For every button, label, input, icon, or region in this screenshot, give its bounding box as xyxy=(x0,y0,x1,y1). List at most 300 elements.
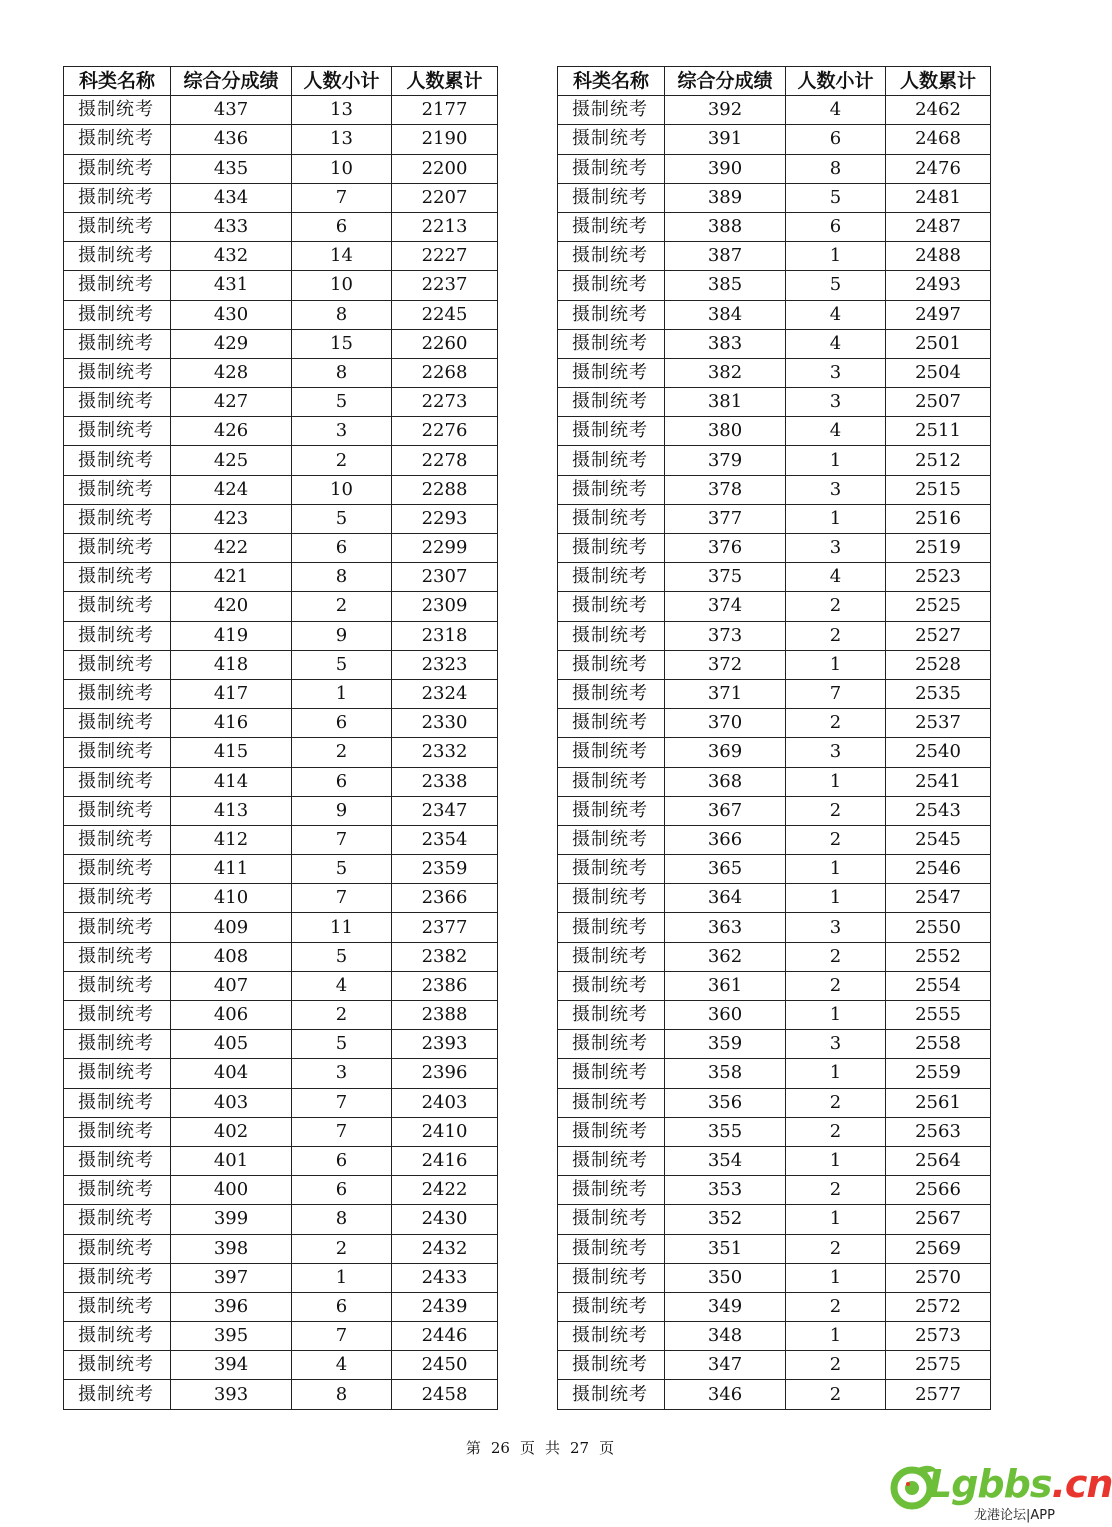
cell-cumulative: 2570 xyxy=(886,1263,991,1292)
cell-count: 1 xyxy=(786,1059,886,1088)
cell-score: 370 xyxy=(665,709,786,738)
cell-subject: 摄制统考 xyxy=(558,942,665,971)
cell-cumulative: 2430 xyxy=(392,1205,498,1234)
cell-count: 8 xyxy=(292,1380,392,1409)
cell-count: 1 xyxy=(786,242,886,271)
table-row xyxy=(558,504,991,533)
cell-subject: 摄制统考 xyxy=(558,388,665,417)
cell-subject: 摄制统考 xyxy=(558,767,665,796)
cell-subject: 摄制统考 xyxy=(64,96,171,125)
cell-count: 2 xyxy=(786,1292,886,1321)
cell-subject: 摄制统考 xyxy=(64,1263,171,1292)
cell-cumulative: 2439 xyxy=(392,1292,498,1321)
cell-count: 14 xyxy=(292,242,392,271)
cell-score: 435 xyxy=(171,154,292,183)
table-row xyxy=(64,1001,498,1030)
cell-subject: 摄制统考 xyxy=(558,329,665,358)
cell-count: 1 xyxy=(292,1263,392,1292)
cell-subject: 摄制统考 xyxy=(558,1059,665,1088)
cell-count: 5 xyxy=(292,1030,392,1059)
cell-cumulative: 2552 xyxy=(886,942,991,971)
table-row xyxy=(558,679,991,708)
cell-cumulative: 2307 xyxy=(392,563,498,592)
cell-count: 3 xyxy=(786,1030,886,1059)
table-row xyxy=(558,884,991,913)
cell-cumulative: 2547 xyxy=(886,884,991,913)
cell-cumulative: 2318 xyxy=(392,621,498,650)
cell-score: 423 xyxy=(171,504,292,533)
cell-count: 2 xyxy=(786,621,886,650)
cell-score: 356 xyxy=(665,1088,786,1117)
table-row xyxy=(558,1351,991,1380)
cell-subject: 摄制统考 xyxy=(64,884,171,913)
cell-subject: 摄制统考 xyxy=(64,738,171,767)
table-row xyxy=(64,417,498,446)
cell-count: 2 xyxy=(786,709,886,738)
cell-count: 2 xyxy=(786,1351,886,1380)
cell-cumulative: 2555 xyxy=(886,1001,991,1030)
table-row xyxy=(558,300,991,329)
table-row xyxy=(64,913,498,942)
cell-subject: 摄制统考 xyxy=(64,475,171,504)
cell-count: 1 xyxy=(786,650,886,679)
cell-cumulative: 2330 xyxy=(392,709,498,738)
cell-subject: 摄制统考 xyxy=(558,1380,665,1409)
header-subject: 科类名称 xyxy=(558,67,665,96)
cell-score: 422 xyxy=(171,534,292,563)
cell-score: 364 xyxy=(665,884,786,913)
footer-mid1: 页 xyxy=(519,1439,535,1457)
cell-cumulative: 2462 xyxy=(886,96,991,125)
cell-subject: 摄制统考 xyxy=(64,300,171,329)
cell-subject: 摄制统考 xyxy=(558,738,665,767)
table-row xyxy=(558,271,991,300)
cell-subject: 摄制统考 xyxy=(558,679,665,708)
cell-cumulative: 2572 xyxy=(886,1292,991,1321)
table-row xyxy=(558,855,991,884)
table-row xyxy=(558,125,991,154)
table-row xyxy=(558,1292,991,1321)
cell-subject: 摄制统考 xyxy=(64,329,171,358)
logo-brand xyxy=(928,1462,1112,1506)
table-row xyxy=(64,183,498,212)
cell-cumulative: 2575 xyxy=(886,1351,991,1380)
cell-count: 2 xyxy=(292,446,392,475)
cell-cumulative: 2545 xyxy=(886,825,991,854)
cell-subject: 摄制统考 xyxy=(558,1205,665,1234)
cell-cumulative: 2324 xyxy=(392,679,498,708)
cell-cumulative: 2458 xyxy=(392,1380,498,1409)
cell-cumulative: 2511 xyxy=(886,417,991,446)
table-row xyxy=(558,767,991,796)
table-row xyxy=(64,1117,498,1146)
cell-subject: 摄制统考 xyxy=(64,942,171,971)
cell-cumulative: 2507 xyxy=(886,388,991,417)
table-row xyxy=(558,621,991,650)
cell-score: 390 xyxy=(665,154,786,183)
cell-subject: 摄制统考 xyxy=(558,504,665,533)
cell-score: 377 xyxy=(665,504,786,533)
cell-cumulative: 2433 xyxy=(392,1263,498,1292)
cell-count: 5 xyxy=(292,388,392,417)
cell-score: 372 xyxy=(665,650,786,679)
cell-cumulative: 2377 xyxy=(392,913,498,942)
logo-tagline: 龙港论坛|APP xyxy=(974,1508,1055,1523)
table-row xyxy=(64,125,498,154)
cell-cumulative: 2260 xyxy=(392,329,498,358)
table-row xyxy=(558,1176,991,1205)
table-row xyxy=(64,825,498,854)
cell-subject: 摄制统考 xyxy=(558,1292,665,1321)
cell-subject: 摄制统考 xyxy=(558,271,665,300)
table-row xyxy=(558,913,991,942)
cell-score: 434 xyxy=(171,183,292,212)
cell-score: 392 xyxy=(665,96,786,125)
cell-count: 1 xyxy=(292,679,392,708)
table-row xyxy=(64,1059,498,1088)
cell-score: 368 xyxy=(665,767,786,796)
cell-count: 8 xyxy=(292,1205,392,1234)
cell-cumulative: 2237 xyxy=(392,271,498,300)
table-row xyxy=(558,446,991,475)
cell-score: 367 xyxy=(665,796,786,825)
cell-count: 5 xyxy=(292,942,392,971)
cell-subject: 摄制统考 xyxy=(64,183,171,212)
cell-cumulative: 2288 xyxy=(392,475,498,504)
cell-score: 347 xyxy=(665,1351,786,1380)
cell-cumulative: 2504 xyxy=(886,358,991,387)
cell-cumulative: 2245 xyxy=(392,300,498,329)
footer-total-pages: 27 xyxy=(570,1439,590,1457)
table-row xyxy=(558,534,991,563)
cell-score: 418 xyxy=(171,650,292,679)
cell-count: 2 xyxy=(786,1380,886,1409)
table-header-row xyxy=(64,67,498,96)
cell-subject: 摄制统考 xyxy=(558,1146,665,1175)
cell-count: 3 xyxy=(786,475,886,504)
table-row xyxy=(64,504,498,533)
cell-subject: 摄制统考 xyxy=(558,592,665,621)
cell-count: 7 xyxy=(786,679,886,708)
cell-score: 411 xyxy=(171,855,292,884)
header-cumulative: 人数累计 xyxy=(392,67,498,96)
score-table-right xyxy=(557,66,991,1410)
header-count: 人数小计 xyxy=(786,67,886,96)
cell-score: 428 xyxy=(171,358,292,387)
cell-cumulative: 2338 xyxy=(392,767,498,796)
cell-score: 358 xyxy=(665,1059,786,1088)
cell-subject: 摄制统考 xyxy=(558,1322,665,1351)
cell-subject: 摄制统考 xyxy=(558,154,665,183)
cell-cumulative: 2177 xyxy=(392,96,498,125)
cell-count: 1 xyxy=(786,1001,886,1030)
cell-count: 6 xyxy=(292,1146,392,1175)
cell-cumulative: 2276 xyxy=(392,417,498,446)
table-row xyxy=(558,1146,991,1175)
cell-subject: 摄制统考 xyxy=(64,650,171,679)
cell-score: 350 xyxy=(665,1263,786,1292)
cell-cumulative: 2525 xyxy=(886,592,991,621)
cell-cumulative: 2393 xyxy=(392,1030,498,1059)
cell-subject: 摄制统考 xyxy=(558,212,665,241)
cell-score: 419 xyxy=(171,621,292,650)
table-row xyxy=(64,1234,498,1263)
cell-subject: 摄制统考 xyxy=(558,1117,665,1146)
table-row xyxy=(64,884,498,913)
cell-cumulative: 2396 xyxy=(392,1059,498,1088)
table-row xyxy=(64,592,498,621)
cell-count: 7 xyxy=(292,825,392,854)
footer-prefix: 第 xyxy=(465,1439,481,1457)
cell-score: 407 xyxy=(171,971,292,1000)
table-row xyxy=(64,738,498,767)
cell-score: 437 xyxy=(171,96,292,125)
cell-cumulative: 2488 xyxy=(886,242,991,271)
cell-cumulative: 2190 xyxy=(392,125,498,154)
cell-count: 10 xyxy=(292,475,392,504)
table-row xyxy=(64,563,498,592)
cell-cumulative: 2359 xyxy=(392,855,498,884)
cell-subject: 摄制统考 xyxy=(64,1117,171,1146)
cell-score: 373 xyxy=(665,621,786,650)
cell-subject: 摄制统考 xyxy=(64,1176,171,1205)
cell-score: 426 xyxy=(171,417,292,446)
cell-count: 3 xyxy=(292,1059,392,1088)
cell-count: 2 xyxy=(292,592,392,621)
cell-subject: 摄制统考 xyxy=(64,1205,171,1234)
cell-score: 410 xyxy=(171,884,292,913)
table-row xyxy=(64,1292,498,1321)
cell-subject: 摄制统考 xyxy=(558,884,665,913)
table-row xyxy=(64,942,498,971)
cell-subject: 摄制统考 xyxy=(558,1351,665,1380)
cell-score: 389 xyxy=(665,183,786,212)
cell-subject: 摄制统考 xyxy=(558,796,665,825)
table-row xyxy=(64,154,498,183)
cell-cumulative: 2422 xyxy=(392,1176,498,1205)
table-row xyxy=(64,534,498,563)
cell-count: 1 xyxy=(786,1322,886,1351)
table-row xyxy=(64,1176,498,1205)
cell-subject: 摄制统考 xyxy=(558,1001,665,1030)
table-row xyxy=(64,96,498,125)
cell-score: 403 xyxy=(171,1088,292,1117)
cell-subject: 摄制统考 xyxy=(64,446,171,475)
cell-subject: 摄制统考 xyxy=(64,1146,171,1175)
cell-subject: 摄制统考 xyxy=(558,650,665,679)
cell-count: 2 xyxy=(292,738,392,767)
cell-count: 2 xyxy=(786,796,886,825)
table-row xyxy=(64,855,498,884)
footer-suffix: 页 xyxy=(599,1439,615,1457)
cell-score: 408 xyxy=(171,942,292,971)
table-row xyxy=(558,417,991,446)
cell-score: 414 xyxy=(171,767,292,796)
table-row xyxy=(558,388,991,417)
cell-cumulative: 2535 xyxy=(886,679,991,708)
cell-cumulative: 2523 xyxy=(886,563,991,592)
table-row xyxy=(558,183,991,212)
cell-subject: 摄制统考 xyxy=(64,679,171,708)
cell-score: 387 xyxy=(665,242,786,271)
cell-score: 355 xyxy=(665,1117,786,1146)
cell-cumulative: 2577 xyxy=(886,1380,991,1409)
cell-subject: 摄制统考 xyxy=(558,1176,665,1205)
cell-subject: 摄制统考 xyxy=(64,534,171,563)
cell-score: 375 xyxy=(665,563,786,592)
table-row xyxy=(558,475,991,504)
cell-count: 1 xyxy=(786,504,886,533)
cell-subject: 摄制统考 xyxy=(64,1322,171,1351)
cell-subject: 摄制统考 xyxy=(64,242,171,271)
cell-cumulative: 2273 xyxy=(392,388,498,417)
cell-score: 380 xyxy=(665,417,786,446)
cell-cumulative: 2540 xyxy=(886,738,991,767)
cell-count: 2 xyxy=(786,1234,886,1263)
cell-subject: 摄制统考 xyxy=(558,358,665,387)
cell-cumulative: 2550 xyxy=(886,913,991,942)
cell-cumulative: 2323 xyxy=(392,650,498,679)
cell-count: 8 xyxy=(292,300,392,329)
table-row xyxy=(558,971,991,1000)
cell-score: 421 xyxy=(171,563,292,592)
cell-subject: 摄制统考 xyxy=(64,709,171,738)
cell-score: 383 xyxy=(665,329,786,358)
table-row xyxy=(64,1146,498,1175)
cell-cumulative: 2487 xyxy=(886,212,991,241)
cell-count: 7 xyxy=(292,884,392,913)
cell-subject: 摄制统考 xyxy=(558,825,665,854)
cell-subject: 摄制统考 xyxy=(64,913,171,942)
header-score: 综合分成绩 xyxy=(665,67,786,96)
table-row xyxy=(64,796,498,825)
cell-count: 3 xyxy=(786,913,886,942)
cell-count: 6 xyxy=(786,212,886,241)
cell-count: 2 xyxy=(292,1234,392,1263)
cell-score: 427 xyxy=(171,388,292,417)
cell-score: 395 xyxy=(171,1322,292,1351)
table-row xyxy=(558,96,991,125)
cell-score: 382 xyxy=(665,358,786,387)
cell-subject: 摄制统考 xyxy=(64,825,171,854)
cell-cumulative: 2476 xyxy=(886,154,991,183)
cell-cumulative: 2481 xyxy=(886,183,991,212)
cell-score: 405 xyxy=(171,1030,292,1059)
cell-count: 7 xyxy=(292,1322,392,1351)
table-row xyxy=(64,1351,498,1380)
cell-count: 4 xyxy=(786,300,886,329)
cell-score: 415 xyxy=(171,738,292,767)
score-table-left xyxy=(63,66,498,1410)
cell-score: 406 xyxy=(171,1001,292,1030)
cell-cumulative: 2559 xyxy=(886,1059,991,1088)
cell-cumulative: 2546 xyxy=(886,855,991,884)
cell-subject: 摄制统考 xyxy=(64,1088,171,1117)
header-subject: 科类名称 xyxy=(64,67,171,96)
cell-cumulative: 2309 xyxy=(392,592,498,621)
table-row xyxy=(558,796,991,825)
cell-count: 8 xyxy=(292,563,392,592)
table-row xyxy=(64,446,498,475)
cell-count: 10 xyxy=(292,154,392,183)
cell-cumulative: 2569 xyxy=(886,1234,991,1263)
cell-count: 8 xyxy=(292,358,392,387)
cell-subject: 摄制统考 xyxy=(64,1059,171,1088)
header-cumulative: 人数累计 xyxy=(886,67,991,96)
cell-count: 4 xyxy=(292,1351,392,1380)
cell-cumulative: 2403 xyxy=(392,1088,498,1117)
cell-subject: 摄制统考 xyxy=(64,1380,171,1409)
table-row xyxy=(64,329,498,358)
table-row xyxy=(64,1030,498,1059)
cell-count: 2 xyxy=(786,1176,886,1205)
cell-subject: 摄制统考 xyxy=(64,621,171,650)
cell-cumulative: 2366 xyxy=(392,884,498,913)
cell-score: 432 xyxy=(171,242,292,271)
cell-subject: 摄制统考 xyxy=(64,563,171,592)
cell-count: 15 xyxy=(292,329,392,358)
table-row xyxy=(64,388,498,417)
cell-score: 388 xyxy=(665,212,786,241)
cell-count: 1 xyxy=(786,1263,886,1292)
table-row xyxy=(558,1322,991,1351)
cell-score: 393 xyxy=(171,1380,292,1409)
cell-subject: 摄制统考 xyxy=(64,1234,171,1263)
cell-cumulative: 2293 xyxy=(392,504,498,533)
cell-subject: 摄制统考 xyxy=(558,475,665,504)
cell-subject: 摄制统考 xyxy=(64,1030,171,1059)
cell-count: 8 xyxy=(786,154,886,183)
cell-subject: 摄制统考 xyxy=(558,242,665,271)
table-row xyxy=(64,242,498,271)
cell-cumulative: 2278 xyxy=(392,446,498,475)
cell-cumulative: 2501 xyxy=(886,329,991,358)
table-row xyxy=(558,212,991,241)
cell-count: 6 xyxy=(292,534,392,563)
cell-count: 2 xyxy=(292,1001,392,1030)
cell-count: 7 xyxy=(292,1117,392,1146)
cell-score: 381 xyxy=(665,388,786,417)
cell-subject: 摄制统考 xyxy=(64,417,171,446)
cell-score: 402 xyxy=(171,1117,292,1146)
cell-score: 365 xyxy=(665,855,786,884)
cell-subject: 摄制统考 xyxy=(64,212,171,241)
cell-count: 1 xyxy=(786,884,886,913)
cell-count: 4 xyxy=(292,971,392,1000)
header-count: 人数小计 xyxy=(292,67,392,96)
table-row xyxy=(64,358,498,387)
cell-count: 5 xyxy=(786,271,886,300)
cell-count: 2 xyxy=(786,942,886,971)
cell-subject: 摄制统考 xyxy=(64,1351,171,1380)
cell-score: 369 xyxy=(665,738,786,767)
cell-count: 7 xyxy=(292,1088,392,1117)
cell-cumulative: 2528 xyxy=(886,650,991,679)
cell-cumulative: 2512 xyxy=(886,446,991,475)
cell-score: 396 xyxy=(171,1292,292,1321)
cell-score: 348 xyxy=(665,1322,786,1351)
cell-score: 409 xyxy=(171,913,292,942)
cell-score: 349 xyxy=(665,1292,786,1321)
cell-cumulative: 2213 xyxy=(392,212,498,241)
cell-score: 420 xyxy=(171,592,292,621)
cell-subject: 摄制统考 xyxy=(558,183,665,212)
cell-subject: 摄制统考 xyxy=(558,1263,665,1292)
cell-score: 397 xyxy=(171,1263,292,1292)
cell-score: 436 xyxy=(171,125,292,154)
cell-score: 394 xyxy=(171,1351,292,1380)
cell-count: 3 xyxy=(786,534,886,563)
